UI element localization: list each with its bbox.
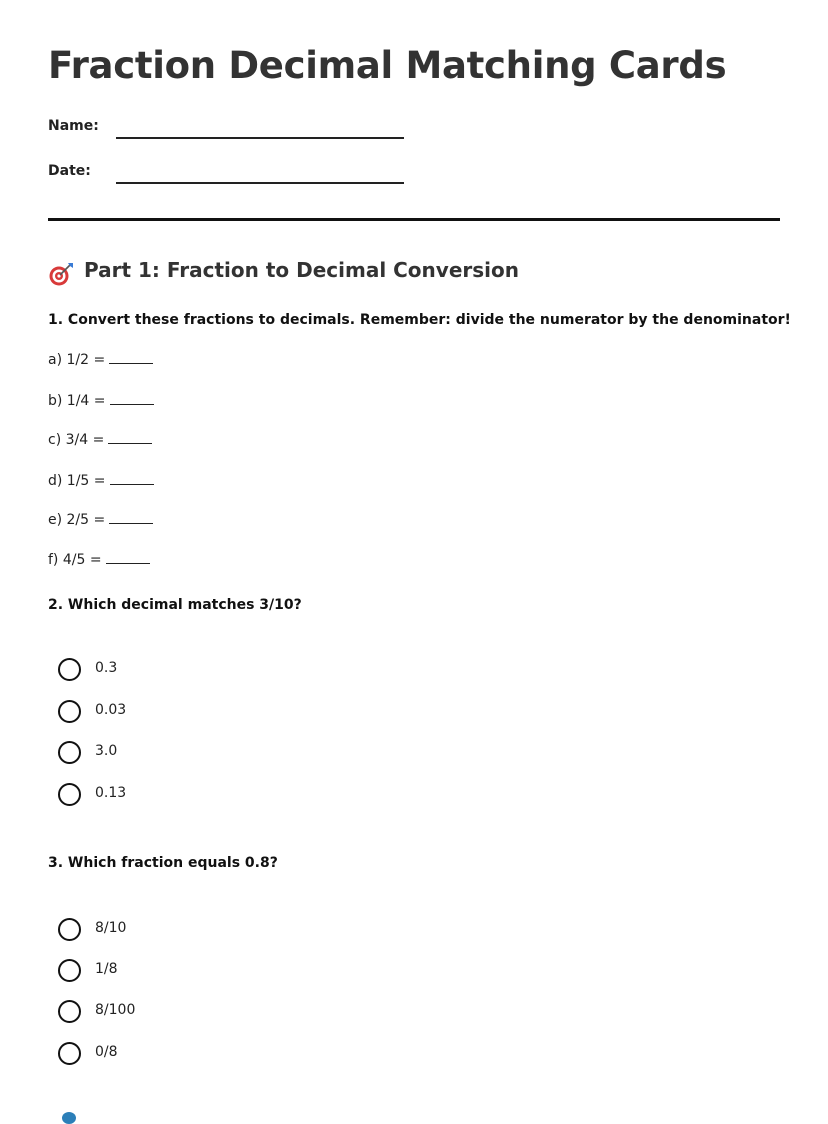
- radio-button[interactable]: [58, 658, 81, 681]
- q1-item-label: a) 1/2 =: [48, 352, 106, 368]
- radio-button[interactable]: [58, 700, 81, 723]
- q1-item-f: [48, 552, 150, 568]
- q1-item-c: [48, 432, 152, 448]
- q1-item-d: [48, 473, 154, 489]
- header-divider: [48, 218, 780, 221]
- question-3-prompt: 3. Which fraction equals 0.8?: [48, 855, 278, 871]
- radio-button[interactable]: [58, 1000, 81, 1023]
- question-2-prompt: 2. Which decimal matches 3/10?: [48, 597, 302, 613]
- date-field[interactable]: [48, 163, 408, 193]
- radio-button[interactable]: [58, 1042, 81, 1065]
- name-write-line[interactable]: [116, 137, 404, 139]
- option-label: 3.0: [95, 743, 118, 759]
- radio-button[interactable]: [58, 741, 81, 764]
- option-label: 1/8: [95, 961, 118, 977]
- q1-item-e: [48, 512, 153, 528]
- radio-button[interactable]: [58, 783, 81, 806]
- q1-item-b: [48, 393, 154, 409]
- q1-item-label: c) 3/4 =: [48, 432, 105, 448]
- option-label: 0.13: [95, 785, 127, 801]
- date-write-line[interactable]: [116, 182, 404, 184]
- option-label: 8/10: [95, 920, 127, 936]
- q1-item-label: f) 4/5 =: [48, 552, 102, 568]
- answer-blank[interactable]: [109, 353, 153, 364]
- q1-item-label: b) 1/4 =: [48, 393, 106, 409]
- page-title: Fraction Decimal Matching Cards: [48, 44, 727, 87]
- name-label: Name:: [48, 118, 99, 134]
- q1-item-label: e) 2/5 =: [48, 512, 106, 528]
- radio-button[interactable]: [58, 959, 81, 982]
- q1-item-label: d) 1/5 =: [48, 473, 106, 489]
- target-icon: [48, 262, 74, 286]
- radio-button[interactable]: [58, 918, 81, 941]
- q1-item-a: [48, 352, 153, 368]
- answer-blank[interactable]: [110, 474, 154, 485]
- answer-blank[interactable]: [110, 394, 154, 405]
- option-label: 0/8: [95, 1044, 118, 1060]
- question-1-prompt: 1. Convert these fractions to decimals. Remember: divide the numerator by the denominator!: [48, 312, 791, 328]
- answer-blank[interactable]: [106, 553, 150, 564]
- answer-blank[interactable]: [108, 433, 152, 444]
- option-label: 8/100: [95, 1002, 136, 1018]
- option-label: 0.03: [95, 702, 127, 718]
- option-label: 0.3: [95, 660, 118, 676]
- next-section-icon: [62, 1112, 76, 1124]
- name-field[interactable]: [48, 118, 408, 148]
- part1-heading-text: Part 1: Fraction to Decimal Conversion: [84, 258, 519, 282]
- answer-blank[interactable]: [109, 513, 153, 524]
- date-label: Date:: [48, 163, 91, 179]
